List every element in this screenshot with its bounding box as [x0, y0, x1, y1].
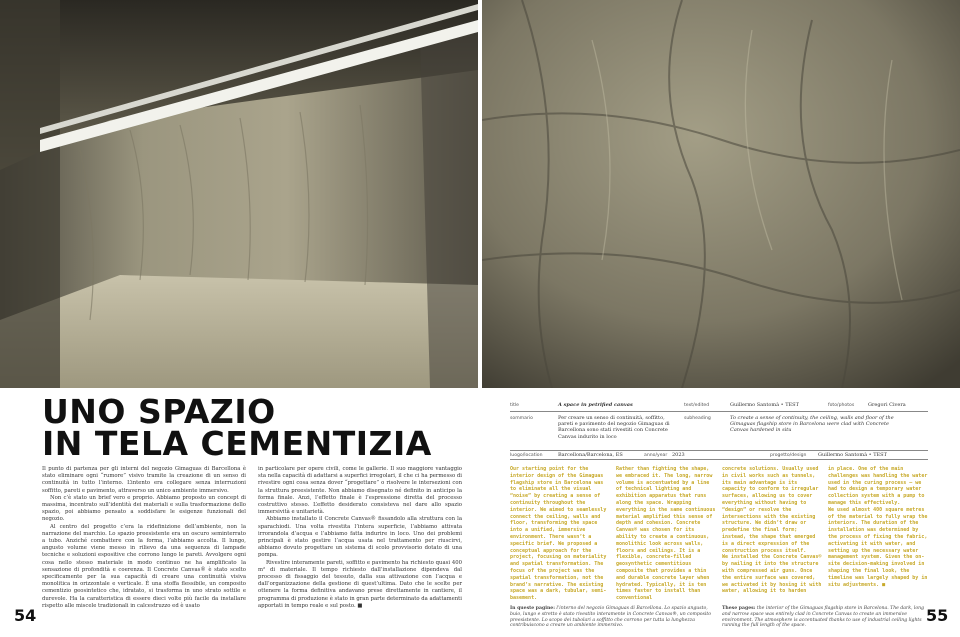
- meta-divider: [510, 450, 928, 451]
- caption-english: [722, 606, 928, 629]
- meta-divider: [510, 411, 928, 412]
- paragraph: Abbiamo installato il Concrete Canvas® fissandolo alla struttura con la sparachiodi. Una volta rivestita l’intera superficie, l’abbiamo attivata irrorandola d’acqua e l’abbiamo fatta indurire in loco. Uno dei problemi principali è stato gestire l’acqua usata nel trattamento per riuscirvi, abbiamo dovuto progettare un sistema di scolo provvisorio dotato di una pompa.: [258, 516, 462, 559]
- photo-interior-wide: [0, 0, 478, 388]
- title-line-2: IN TELA CEMENTIZIA: [42, 424, 432, 463]
- meta-textedited-value: Guillermo Santomà • TEST: [730, 402, 799, 408]
- caption-text: the interior of the Gimaguas flagship store in Barcelona. The dark, long and narrow space was entirely clad in Concrete Canvas to create an immersive environment. The atmosphere is accentuated thanks to use of industrial ceiling lights running the full length of the space.: [722, 606, 925, 629]
- paragraph: Il punto di partenza per gli interni del negozio Gimaguas di Barcellona è stato eliminare ogni “rumore” visivo tramite la creazione di un senso di continuità in tutto l’interno. L’intento era collegare senza interruzioni soffitto, pareti e pavimento, attraverso un unico ambiente immersivo.: [42, 466, 246, 494]
- english-column-4: [828, 466, 928, 588]
- paragraph: in particolare per opere civili, come le gallerie. Il suo maggiore vantaggio sta nella capacità di adattarsi a superfici irregolari, il che ci ha permesso di rivestire ogni cosa senza dover “progettare” o risolvere le intersezioni con la struttura preesistente. Non abbiamo disegnato né definito in anticipo la forma finale. Anzi, l’effetto finale è l’espressione diretta del processo costruttivo stesso. L’effetto desiderato consisteva nel dare allo spazio immersività e unitarietà.: [258, 466, 462, 516]
- page-number-right: 55: [926, 606, 949, 625]
- meta-subheading-label: subheading: [684, 416, 711, 421]
- english-column-3: [722, 466, 822, 595]
- meta-year-label: anno/year: [644, 453, 668, 458]
- paragraph: Our starting point for the interior design of the Gimaguas flagship store in Barcelona was to eliminate all the visual “noise” by creating a sense of continuity throughout the interior. We aimed to seamlessly connect the ceiling, walls and floor, transforming the space into a unified, immersive environment. There wasn’t a specific brief. We proposed a conceptual approach for the project, focusing on materiality and spatial transformation. The focus of the project was the spatial transformation, not the brand’s narrative. The existing space was a dark, tubular, semi-basement.: [510, 466, 607, 602]
- paragraph: in place. One of the main challenges was handling the water used in the curing process – we had to design a temporary water collection system with a pump to manage this effectively.: [828, 466, 928, 506]
- english-column-2: [616, 466, 716, 602]
- paragraph: concrete solutions. Usually used in civil works such as tunnels, its main advantage is its capacity to conform to irregular surfaces, allowing us to cover everything without having to “design” or resolve the intersections with the existing structure. We didn’t draw or predefine the final form; instead, the shape that emerged is a direct expression of the construction process itself.: [722, 466, 819, 554]
- photo-canvas-detail: [482, 0, 960, 388]
- caption-italian: [510, 606, 716, 629]
- title-line-1: UNO SPAZIO: [42, 392, 276, 431]
- meta-location-value: Barcellona/Barcelona, ES: [558, 452, 623, 458]
- paragraph: Non c’è stato un brief vero e proprio. Abbiamo proposto un concept di massima, incentrato sull’identità dei materiali e sulla trasformazione dello spazio, poi abbiamo pensato a soddisfare le esigenze funzionali del negozio.: [42, 494, 246, 523]
- paragraph: Rather than fighting the shape, we embraced it. The long, narrow volume is accentuated by a line of technical lighting and exhibition apparatus that runs along the space. Wrapping everything in the same continuous material amplified this sense of depth and cohesion. Concrete Canvas® was chosen for its ability to create a continuous, monolithic look across walls, floors and ceilings. It is a flexible, concrete-filled geosynthetic cementitious composite that provides a thin and durable concrete layer when hydrated. Typically, it is ten times faster to install than conventional: [616, 466, 716, 602]
- meta-summary-label: sommario: [510, 416, 533, 421]
- meta-location-label: luogo/location: [510, 453, 543, 458]
- meta-divider: [510, 459, 928, 460]
- italian-column-1: [42, 466, 246, 610]
- caption-text: l’interno del negozio Gimaguas di Barcellona. Lo spazio angusto, buio, lungo e stretto è stato rivestito interamente in Concrete Canvas®, un composito preesistente. Lo scopo dei tubolari a soffitto che corrono per tutta la lunghezza contribuiscono a creare un ambiente immersivo.: [510, 606, 711, 629]
- italian-column-2: [258, 466, 462, 610]
- page-number-left: 54: [14, 606, 37, 625]
- paragraph: Al centro del progetto c’era la ridefinizione dell’ambiente, non la narrazione del marchio. Lo spazio preesistente era un oscuro seminterrato a tubo. Anziché combattere con la forma, l’abbiamo accolta. Il lungo, angusto volume viene messo in rilievo da una sequenza di lampade tecniche e soluzioni espositive che corrono lungo le pareti. Avvolgere ogni cosa nello stesso materiale in modo continuo ne ha amplificato la sensazione di profondità e coerenza. Il Concrete Canvas® è stato scelto specificamente per la sua capacità di creare una continuità visiva monolitica in orizzontale e verticale. È una stoffa flessibile, un composito cementizio geosintetico che, idratato, si trasforma in uno strato sottile e durevole. Ha la caratteristica di essere dieci volte più facile da installare rispetto alle miscele tradizionali in calcestruzzo ed è usato: [42, 523, 246, 609]
- english-column-1: [510, 466, 610, 602]
- meta-design-label: progetto/design: [770, 453, 807, 458]
- meta-photos-value: Gregori Civera: [868, 402, 906, 408]
- paragraph: Rivestire interamente pareti, soffitto e pavimento ha richiesto quasi 400 m² di materiale. Il tempo richiesto dall’installazione dipendeva dal processo di fissaggio del tessuto, dalla sua attivazione con l’acqua e dall’organizzazione della gestione di quest’ultima. Dato che le scelte per ottenere la forma definitiva andavano prese direttamente in cantiere, il programma di produzione è stato in gran parte determinato da adattamenti apportati in tempo reale e sul posto. ■: [258, 559, 462, 609]
- meta-summary-value: Per creare un senso di continuità, soffitto, pareti e pavimento del negozio Gimaguas di Barcellona sono stati rivestiti con Concrete Canvas indurito in loco: [558, 415, 670, 440]
- meta-year-value: 2023: [672, 452, 685, 458]
- caption-lead: In queste pagine:: [510, 606, 555, 611]
- caption-lead: These pages:: [722, 606, 756, 611]
- meta-title-label: title: [510, 403, 519, 408]
- meta-title-value: A space in petrified canvas: [558, 402, 633, 408]
- meta-subheading-value: To create a sense of continuity, the ceiling, walls and floor of the Gimaguas flagship store in Barcelona were clad with Concrete Canvas hardened in situ: [730, 415, 894, 434]
- meta-design-value: Guillermo Santomà • TEST: [818, 452, 887, 458]
- paragraph: We installed the Concrete Canvas® by nailing it into the structure with compressed air guns. Once the entire surface was covered, we activated it by hosing it with water, allowing it to harden: [722, 554, 822, 595]
- meta-photos-label: foto/photos: [828, 403, 855, 408]
- paragraph: We used almost 400 square metres of the material to fully wrap the interiors. The duration of the installation was determined by the process of fixing the fabric, activating it with water, and setting up the necessary water management system. Given the on-site decision-making involved in shaping the final look, the timeline was largely shaped by in situ adjustments. ■: [828, 506, 928, 588]
- article-title: [42, 392, 462, 463]
- meta-textedited-label: text/edited: [684, 403, 710, 408]
